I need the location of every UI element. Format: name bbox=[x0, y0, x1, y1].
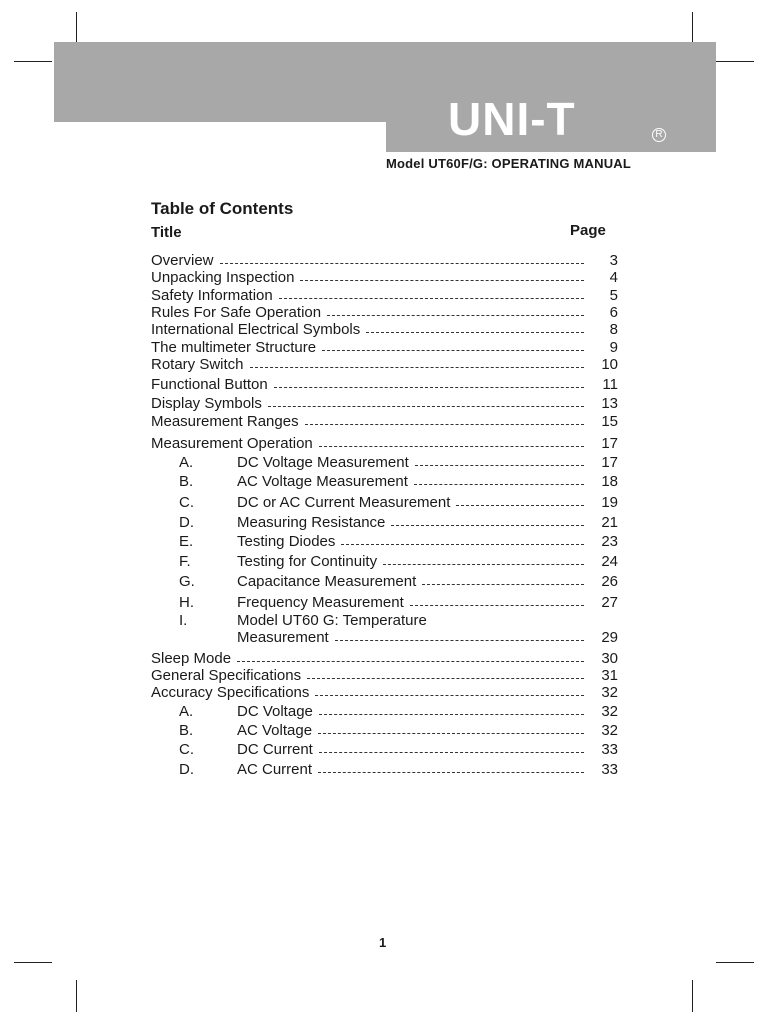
leader-dots bbox=[366, 332, 584, 333]
toc-entry[interactable] bbox=[151, 473, 618, 491]
toc-entry-label: Testing for Continuity bbox=[237, 553, 378, 570]
toc-entry[interactable] bbox=[151, 269, 618, 287]
header-banner bbox=[54, 42, 716, 122]
toc-entry-label: Overview bbox=[151, 252, 214, 269]
toc-entry[interactable] bbox=[151, 761, 618, 779]
toc-entry-letter: G. bbox=[179, 573, 195, 590]
toc-entry-label: DC Voltage bbox=[237, 703, 313, 720]
leader-dots bbox=[315, 695, 584, 696]
leader-dots bbox=[319, 446, 584, 447]
toc-entry-label: Accuracy Specifications bbox=[151, 684, 310, 701]
toc-entry-label: DC Current bbox=[237, 741, 313, 758]
toc-entry[interactable] bbox=[151, 413, 618, 431]
leader-dots bbox=[274, 387, 584, 388]
toc-entry-letter: F. bbox=[179, 553, 191, 570]
leader-dots bbox=[250, 367, 584, 368]
toc-entry[interactable] bbox=[151, 494, 618, 512]
toc-entry-page: 33 bbox=[601, 761, 618, 778]
toc-entry[interactable] bbox=[151, 395, 618, 413]
toc-entry[interactable] bbox=[151, 612, 618, 630]
leader-dots bbox=[318, 733, 584, 734]
toc-entry-label: Unpacking Inspection bbox=[151, 269, 295, 286]
toc-entry-label: The multimeter Structure bbox=[151, 339, 317, 356]
toc-entry-page: 31 bbox=[601, 667, 618, 684]
toc-entry[interactable] bbox=[151, 339, 618, 357]
toc-entry-page: 32 bbox=[601, 684, 618, 701]
toc-entry-page: 15 bbox=[601, 413, 618, 430]
leader-dots bbox=[422, 584, 584, 585]
toc-heading: Table of Contents bbox=[151, 199, 294, 218]
toc-entry-page: 9 bbox=[609, 339, 618, 356]
leader-dots bbox=[319, 752, 584, 753]
toc-entry-letter: H. bbox=[179, 594, 194, 611]
toc-entry-label: Frequency Measurement bbox=[237, 594, 404, 611]
toc-entry[interactable] bbox=[151, 684, 618, 702]
toc-entry-page: 32 bbox=[601, 703, 618, 720]
toc-entry-letter: I. bbox=[179, 612, 188, 629]
toc-entry[interactable] bbox=[151, 454, 618, 472]
toc-entry-label: DC or AC Current Measurement bbox=[237, 494, 451, 511]
toc-entry-label: Display Symbols bbox=[151, 395, 262, 412]
toc-entry-page: 6 bbox=[609, 304, 618, 321]
registered-mark: R bbox=[652, 128, 666, 142]
leader-dots bbox=[410, 605, 584, 606]
leader-dots bbox=[322, 350, 584, 351]
leader-dots bbox=[305, 424, 584, 425]
leader-dots bbox=[318, 772, 584, 773]
leader-dots bbox=[383, 564, 584, 565]
crop-mark bbox=[76, 980, 77, 1012]
toc-entry-page: 27 bbox=[601, 594, 618, 611]
toc-entry-letter: E. bbox=[179, 533, 194, 550]
toc-entry-label: AC Voltage bbox=[237, 722, 313, 739]
toc-entry[interactable] bbox=[151, 304, 618, 322]
toc-entry-page: 23 bbox=[601, 533, 618, 550]
toc-entry-label: DC Voltage Measurement bbox=[237, 454, 409, 471]
toc-entry-label: AC Voltage Measurement bbox=[237, 473, 408, 490]
toc-entry[interactable] bbox=[151, 722, 618, 740]
toc-entry[interactable] bbox=[151, 435, 618, 453]
toc-column-title: Title bbox=[151, 224, 182, 241]
toc-entry-page: 17 bbox=[601, 454, 618, 471]
toc-entry-page: 10 bbox=[601, 356, 618, 373]
crop-mark bbox=[692, 980, 693, 1012]
toc-entry[interactable] bbox=[151, 703, 618, 721]
toc-entry-label: Safety Information bbox=[151, 287, 273, 304]
leader-dots bbox=[300, 280, 584, 281]
toc-entry-page: 11 bbox=[602, 376, 618, 393]
manual-subtitle: Model UT60F/G: OPERATING MANUAL bbox=[386, 156, 632, 171]
toc-entry[interactable] bbox=[151, 376, 618, 394]
toc-entry-label: International Electrical Symbols bbox=[151, 321, 361, 338]
leader-dots bbox=[335, 640, 584, 641]
toc-entry-page: 4 bbox=[609, 269, 618, 286]
leader-dots bbox=[307, 678, 584, 679]
brand-logo: UNI-T bbox=[448, 93, 576, 145]
toc-entry-letter: A. bbox=[179, 454, 194, 471]
crop-mark bbox=[14, 61, 52, 62]
toc-entry-label: AC Current bbox=[237, 761, 313, 778]
toc-entry[interactable] bbox=[151, 594, 618, 612]
toc-entry-page: 3 bbox=[609, 252, 618, 269]
toc-entry-label: Sleep Mode bbox=[151, 650, 232, 667]
toc-entry-label: Testing Diodes bbox=[237, 533, 336, 550]
leader-dots bbox=[220, 263, 584, 264]
toc-entry-page: 17 bbox=[601, 435, 618, 452]
toc-entry[interactable] bbox=[151, 573, 618, 591]
toc-entry-label: Measurement Ranges bbox=[151, 413, 299, 430]
toc-entry-letter: B. bbox=[179, 722, 194, 739]
toc-entry-label: Measuring Resistance bbox=[237, 514, 386, 531]
toc-entry-label: Measurement Operation bbox=[151, 435, 313, 452]
toc-entry[interactable] bbox=[151, 650, 618, 668]
toc-entry-label: Capacitance Measurement bbox=[237, 573, 417, 590]
toc-column-page: Page bbox=[570, 222, 606, 239]
toc-entry-page: 13 bbox=[601, 395, 618, 412]
toc-entry-page: 29 bbox=[601, 629, 618, 646]
leader-dots bbox=[268, 406, 584, 407]
toc-entry-label: Functional Button bbox=[151, 376, 268, 393]
crop-mark bbox=[716, 962, 754, 963]
leader-dots bbox=[319, 714, 584, 715]
toc-entry-letter: D. bbox=[179, 514, 194, 531]
toc-entry-page: 21 bbox=[601, 514, 618, 531]
toc-entry-letter: D. bbox=[179, 761, 194, 778]
crop-mark bbox=[14, 962, 52, 963]
toc-entry[interactable] bbox=[151, 667, 618, 685]
toc-entry-page: 26 bbox=[601, 573, 618, 590]
toc-entry-page: 24 bbox=[601, 553, 618, 570]
leader-dots bbox=[456, 505, 584, 506]
toc-entry-label: Rotary Switch bbox=[151, 356, 244, 373]
toc-entry[interactable] bbox=[151, 514, 618, 532]
toc-entry[interactable] bbox=[151, 553, 618, 571]
toc-entry-label: Model UT60 G: Temperature bbox=[237, 612, 427, 629]
toc-entry-letter: C. bbox=[179, 494, 194, 511]
toc-entry[interactable] bbox=[151, 287, 618, 305]
toc-entry-page: 19 bbox=[601, 494, 618, 511]
toc-entry-letter: A. bbox=[179, 703, 194, 720]
toc-entry[interactable] bbox=[151, 629, 618, 647]
toc-entry-page: 18 bbox=[601, 473, 618, 490]
toc-entry-label: Measurement bbox=[237, 629, 329, 646]
toc-entry-page: 8 bbox=[609, 321, 618, 338]
crop-mark bbox=[76, 12, 77, 44]
toc-entry-page: 33 bbox=[601, 741, 618, 758]
leader-dots bbox=[415, 465, 584, 466]
toc-entry-letter: C. bbox=[179, 741, 194, 758]
toc-entry-page: 5 bbox=[609, 287, 618, 304]
leader-dots bbox=[327, 315, 584, 316]
leader-dots bbox=[237, 661, 584, 662]
toc-entry[interactable] bbox=[151, 533, 618, 551]
leader-dots bbox=[391, 525, 584, 526]
toc-entry[interactable] bbox=[151, 321, 618, 339]
toc-entry[interactable] bbox=[151, 356, 618, 374]
toc-entry[interactable] bbox=[151, 252, 618, 270]
toc-entry-letter: B. bbox=[179, 473, 194, 490]
toc-entry-label: Rules For Safe Operation bbox=[151, 304, 322, 321]
toc-entry[interactable] bbox=[151, 741, 618, 759]
crop-mark bbox=[716, 61, 754, 62]
leader-dots bbox=[414, 484, 584, 485]
page-number: 1 bbox=[379, 935, 387, 950]
leader-dots bbox=[279, 298, 584, 299]
toc-entry-page: 30 bbox=[601, 650, 618, 667]
toc-entry-label: General Specifications bbox=[151, 667, 302, 684]
toc-entry-page: 32 bbox=[601, 722, 618, 739]
leader-dots bbox=[341, 544, 584, 545]
crop-mark bbox=[692, 12, 693, 44]
